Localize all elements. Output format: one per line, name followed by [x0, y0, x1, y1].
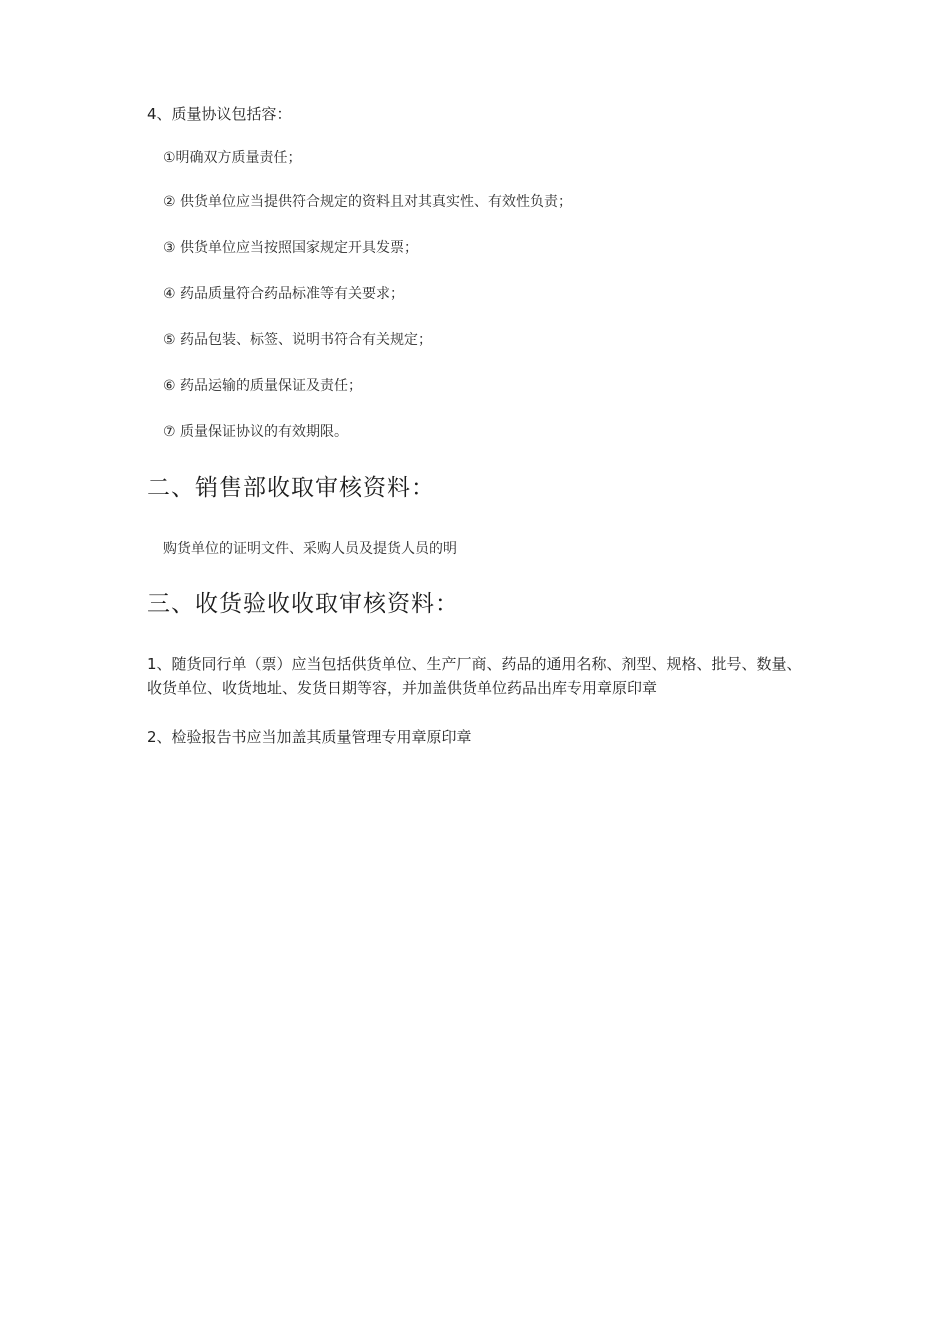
sub-item-6: ⑥ 药品运输的质量保证及责任；: [163, 378, 363, 394]
sub-item-3: ③ 供货单位应当按照国家规定开具发票；: [163, 240, 418, 256]
sub-item-5: ⑤ 药品包装、标签、说明书符合有关规定；: [163, 332, 432, 348]
section-three-heading: 三、收货验收收取审核资料：: [147, 591, 459, 617]
section-two-heading: 二、销售部收取审核资料：: [147, 475, 435, 501]
section-three-item-1: 1、随货同行单（票）应当包括供货单位、生产厂商、药品的通用名称、剂型、规格、批号、数量、收货单位、收货地址、发货日期等容，并加盖供货单位药品出库专用章原印章: [147, 655, 802, 697]
sub-item-2: ② 供货单位应当提供符合规定的资料且对其真实性、有效性负责；: [163, 194, 572, 210]
sub-item-4: ④ 药品质量符合药品标准等有关要求；: [163, 286, 404, 302]
item4-title: 4、质量协议包括容：: [147, 105, 292, 123]
sub-item-7: ⑦ 质量保证协议的有效期限。: [163, 424, 349, 440]
sub-item-1: ①明确双方质量责任；: [163, 150, 302, 166]
section-two-body: 购货单位的证明文件、采购人员及提货人员的明: [163, 541, 457, 557]
section-three-item-2: 2、检验报告书应当加盖其质量管理专用章原印章: [147, 728, 472, 746]
